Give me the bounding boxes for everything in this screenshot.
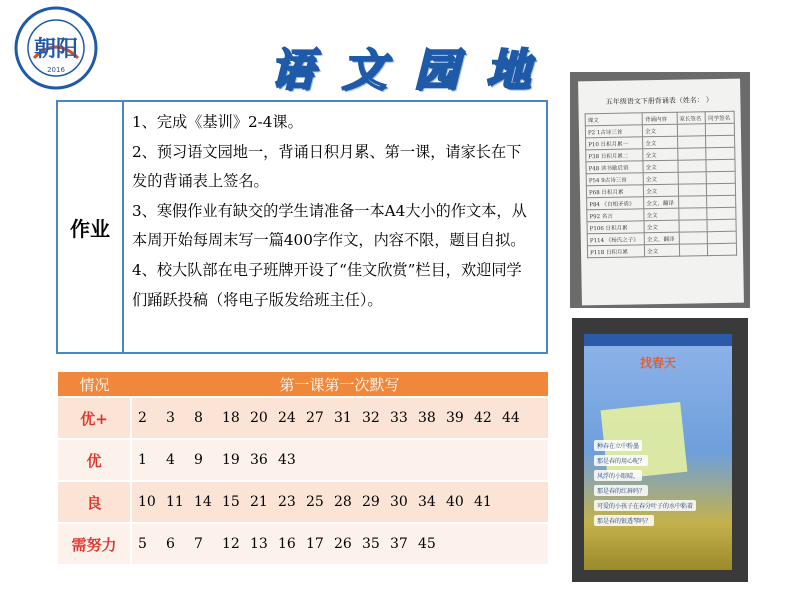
student-number: 25 — [306, 494, 324, 510]
student-number: 12 — [222, 536, 240, 552]
student-number: 18 — [222, 410, 240, 426]
sheet-cell — [679, 220, 708, 232]
table-row — [58, 481, 548, 523]
table-row — [58, 523, 548, 564]
sheet-cell: P48 读书歇后语 — [586, 161, 643, 174]
student-number: 16 — [278, 536, 296, 552]
sheet-cell — [678, 160, 707, 172]
sheet-cell: 全文 — [643, 124, 678, 137]
student-number: 2 — [138, 410, 147, 426]
table-header-row — [58, 372, 548, 397]
student-number: 7 — [194, 536, 203, 552]
student-number: 42 — [474, 410, 492, 426]
homework-box — [56, 100, 548, 354]
sheet-cell: 全文 — [643, 148, 678, 161]
class-board-photo — [572, 318, 748, 582]
student-number: 40 — [446, 494, 464, 510]
student-number: 30 — [390, 494, 408, 510]
student-number: 26 — [334, 536, 352, 552]
sheet-cell — [708, 243, 737, 255]
row-level: 优 — [58, 439, 131, 481]
sheet-header: 课文 — [585, 113, 642, 126]
table-row — [58, 439, 548, 481]
sheet-cell — [707, 183, 736, 195]
title-char: 地 — [486, 45, 530, 96]
logo-year: 2016 — [47, 66, 65, 74]
sheet-cell: P54 9古诗三首 — [586, 173, 643, 186]
sheet-cell — [679, 232, 708, 244]
sheet-title: 五年级语文下册背诵表（姓名： ） — [605, 96, 714, 106]
student-number: 3 — [166, 410, 175, 426]
row-numbers — [131, 439, 548, 481]
student-number: 6 — [166, 536, 175, 552]
sheet-cell: P118 日积月累 — [587, 245, 644, 258]
sheet-header: 同学签名 — [705, 111, 734, 123]
homework-item: 4、校大队部在电子班牌开设了“佳文欣赏”栏目，欢迎同学们踊跃投稿（将电子版发给班主任）。 — [132, 260, 522, 309]
poem-line: 可爱的小孩子在春分叶子的水中粘着 — [594, 500, 696, 511]
sheet-cell — [706, 171, 735, 183]
header-dictation: 第一课第一次默写 — [131, 372, 548, 397]
student-number: 28 — [334, 494, 352, 510]
sheet-cell: P10 日积月累一 — [586, 137, 643, 150]
student-number: 14 — [194, 494, 212, 510]
student-number: 9 — [194, 452, 203, 468]
homework-label: 作业 — [58, 102, 124, 352]
sheet-cell — [708, 231, 737, 243]
row-level: 需努力 — [58, 523, 131, 564]
sheet-row — [587, 243, 736, 258]
poem-line: 种春在立中粉墨 — [594, 440, 642, 451]
sheet-cell: P106 日积月累 — [587, 221, 644, 234]
sheet-cell: P38 日积月累二 — [586, 149, 643, 162]
dictation-result-table — [58, 372, 548, 564]
sheet-cell — [706, 123, 735, 135]
sheet-header: 家长签名 — [677, 112, 706, 124]
student-number: 36 — [250, 452, 268, 468]
homework-list — [124, 102, 546, 352]
recitation-sheet — [578, 79, 744, 306]
sheet-cell: P84 《自相矛盾》 — [587, 197, 644, 210]
poem-line: 那是春的用心呢？ — [594, 455, 648, 466]
sheet-cell — [706, 159, 735, 171]
student-number: 19 — [222, 452, 240, 468]
sheet-cell: 全文 — [644, 220, 679, 233]
student-number: 41 — [474, 494, 492, 510]
row-level: 优+ — [58, 397, 131, 439]
sheet-cell: P114 《杨氏之子》 — [587, 233, 644, 246]
school-logo — [14, 6, 98, 90]
student-number: 38 — [418, 410, 436, 426]
student-number: 4 — [166, 452, 175, 468]
student-number: 44 — [502, 410, 520, 426]
row-numbers — [131, 481, 548, 523]
table-row — [58, 397, 548, 439]
title-char: 语 — [270, 45, 314, 96]
sheet-cell — [707, 195, 736, 207]
sheet-cell: P2 1古诗三首 — [585, 125, 642, 138]
row-numbers — [131, 523, 548, 564]
student-number: 43 — [278, 452, 296, 468]
student-number: 29 — [362, 494, 380, 510]
student-number: 15 — [222, 494, 240, 510]
sheet-cell: 全文 — [643, 172, 678, 185]
title-char: 文 — [342, 45, 386, 96]
sheet-cell — [678, 172, 707, 184]
student-number: 39 — [446, 410, 464, 426]
sheet-cell — [706, 135, 735, 147]
student-number: 11 — [166, 494, 184, 510]
student-number: 24 — [278, 410, 296, 426]
student-number: 45 — [418, 536, 436, 552]
poem-line: 那是春的红唇吗？ — [594, 485, 648, 496]
student-number: 37 — [390, 536, 408, 552]
student-number: 23 — [278, 494, 296, 510]
student-number: 8 — [194, 410, 203, 426]
sheet-cell: 全文 — [645, 244, 680, 257]
student-number: 13 — [250, 536, 268, 552]
sheet-table — [585, 111, 738, 259]
page-title — [270, 38, 530, 94]
sheet-cell — [677, 124, 706, 136]
row-numbers — [131, 397, 548, 439]
student-number: 32 — [362, 410, 380, 426]
sheet-cell — [678, 184, 707, 196]
sheet-cell: 全文 — [643, 160, 678, 173]
row-level: 良 — [58, 481, 131, 523]
sheet-cell — [706, 147, 735, 159]
student-number: 10 — [138, 494, 156, 510]
homework-item: 2、预习语文园地一，背诵日积月累、第一课，请家长在下发的背诵表上签名。 — [132, 142, 522, 191]
sheet-cell — [679, 244, 708, 256]
student-number: 35 — [362, 536, 380, 552]
student-number: 1 — [138, 452, 147, 468]
header-level: 情况 — [58, 372, 131, 397]
poem-lines — [594, 436, 712, 530]
student-number: 17 — [306, 536, 324, 552]
sheet-cell — [677, 136, 706, 148]
sheet-cell: 全文 — [643, 136, 678, 149]
student-number: 21 — [250, 494, 268, 510]
sheet-cell: P92 名言 — [587, 209, 644, 222]
poem-line: 那是春的银透琴吗？ — [594, 515, 654, 526]
screen-heading: 找春天 — [639, 356, 676, 370]
poem-line: 风浮的小眼晴， — [594, 470, 642, 481]
sheet-cell: 全文，翻译 — [644, 232, 679, 245]
title-char: 园 — [414, 45, 458, 96]
student-number: 20 — [250, 410, 268, 426]
logo-text: 朝阳 — [33, 36, 78, 62]
student-number: 34 — [418, 494, 436, 510]
homework-item: 1、完成《基训》2-4课。 — [132, 113, 303, 131]
sheet-cell — [707, 219, 736, 231]
sheet-cell — [707, 207, 736, 219]
sheet-cell — [678, 208, 707, 220]
homework-item: 3、寒假作业有缺交的学生请准备一本A4大小的作文本，从本周开始每周末写一篇400字作文，内容不限，题目自拟。 — [132, 201, 527, 250]
sheet-cell: 全文 — [644, 184, 679, 197]
student-number: 5 — [138, 536, 147, 552]
sheet-cell — [678, 196, 707, 208]
recitation-sheet-photo — [570, 72, 750, 308]
class-board-screen — [584, 334, 732, 570]
student-number: 33 — [390, 410, 408, 426]
screen-topbar — [584, 334, 732, 346]
sheet-cell: 全文，翻译 — [644, 196, 679, 209]
sheet-header: 背诵内容 — [642, 112, 677, 125]
sheet-cell: 全文 — [644, 208, 679, 221]
sheet-cell: P68 日积月累 — [586, 185, 643, 198]
sheet-cell — [677, 148, 706, 160]
student-number: 31 — [334, 410, 352, 426]
student-number: 27 — [306, 410, 324, 426]
